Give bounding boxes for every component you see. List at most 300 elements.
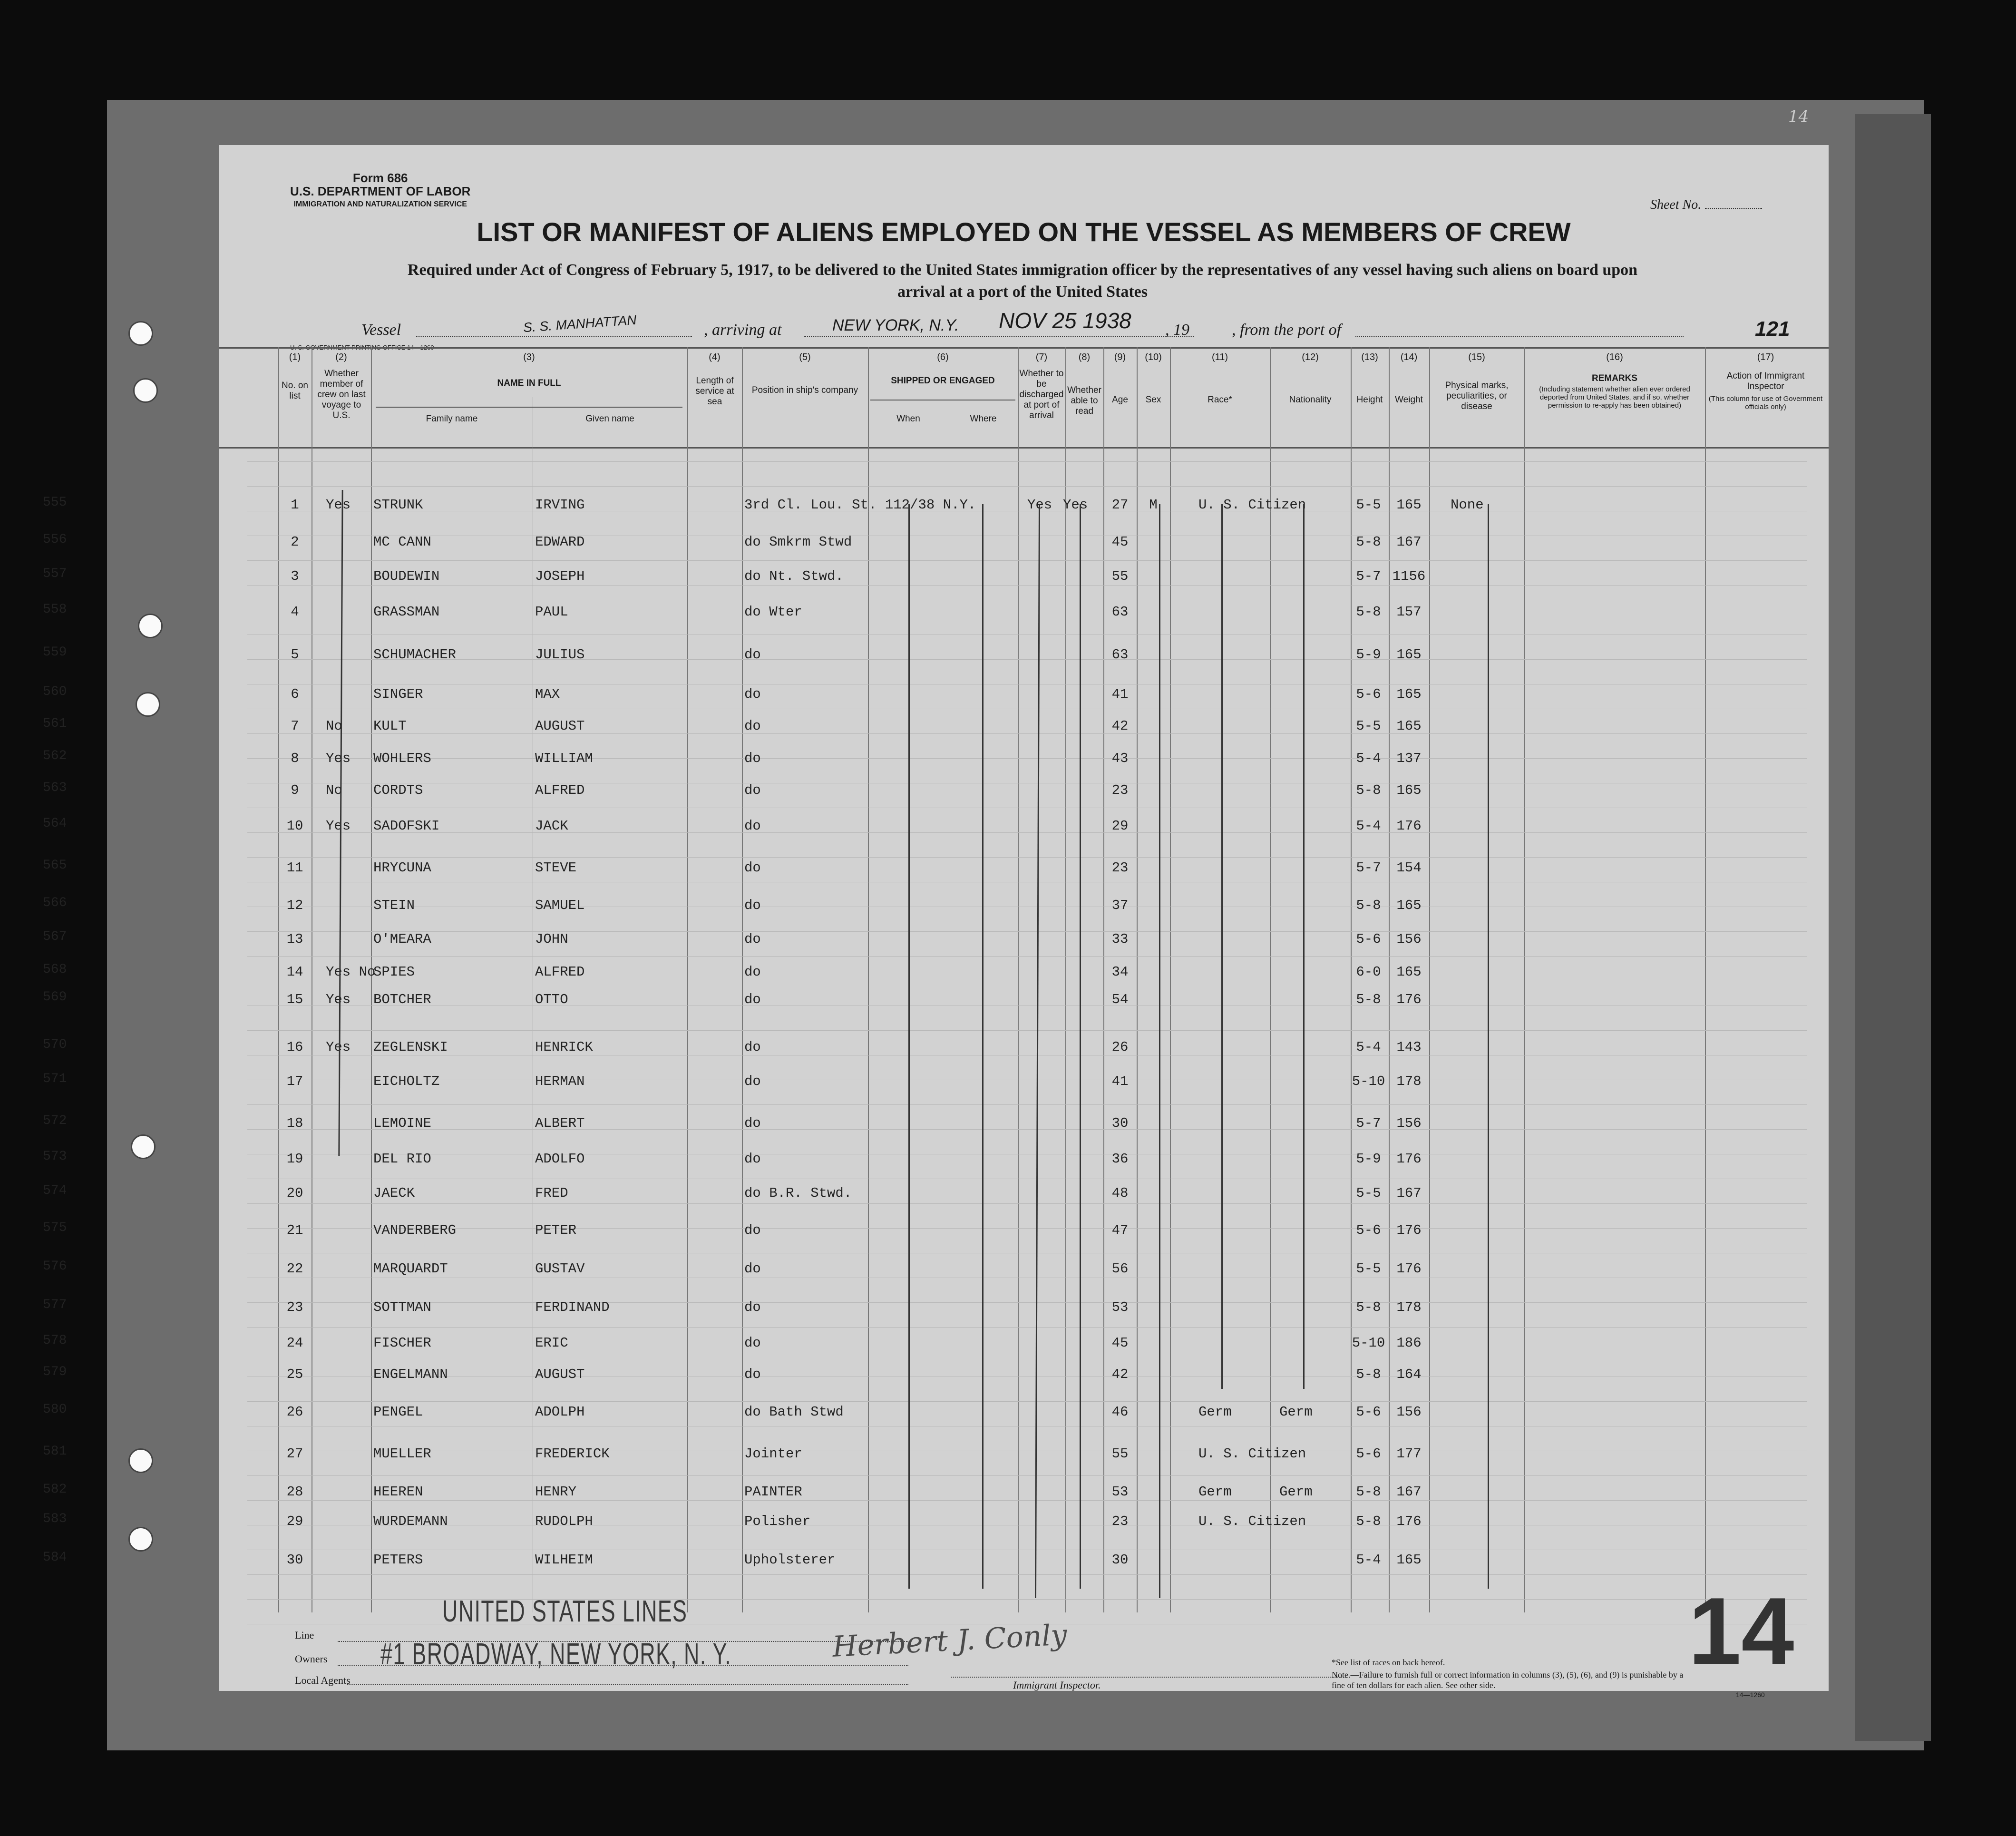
row-position: do — [744, 860, 761, 876]
row-stub-number: 566 — [43, 896, 67, 910]
row-age: 42 — [1111, 718, 1129, 734]
row-family-name: MARQUARDT — [373, 1261, 448, 1277]
row-stub-number: 556 — [43, 532, 67, 547]
row-given-name: RUDOLPH — [535, 1514, 593, 1529]
row-given-name: ALFRED — [535, 782, 585, 798]
row-number: 27 — [286, 1446, 303, 1462]
col-header-nationality: Nationality — [1289, 395, 1332, 405]
row-stub-number: 572 — [43, 1113, 67, 1128]
row-age: 56 — [1111, 1261, 1129, 1277]
row-weight: 177 — [1396, 1446, 1422, 1462]
row-height: 5-4 — [1356, 1552, 1381, 1568]
row-given-name: HENRY — [535, 1484, 577, 1500]
row-stub-number: 557 — [43, 566, 67, 581]
inspector-signature: Herbert J. Conly — [831, 1618, 1068, 1664]
printing-office-code: U. S. GOVERNMENT PRINTING OFFICE 14—1260 — [290, 344, 434, 351]
row-nationality: Germ — [1279, 1404, 1313, 1420]
row-given-name: ALFRED — [535, 964, 585, 980]
row-last-voyage: Yes — [326, 992, 351, 1007]
row-stub-number: 584 — [43, 1550, 67, 1565]
form-number: Form 686 — [352, 171, 408, 185]
from-port-label: , from the port of — [1232, 321, 1342, 339]
row-stub-number: 568 — [43, 962, 67, 977]
row-weight: 165 — [1396, 1552, 1422, 1568]
row-height: 5-6 — [1356, 1222, 1381, 1238]
row-height: 5-6 — [1356, 1446, 1381, 1462]
row-stub-number: 561 — [43, 716, 67, 731]
row-given-name: ADOLFO — [535, 1151, 585, 1167]
row-number: 3 — [291, 568, 299, 584]
vessel-name: S. S. MANHATTAN — [523, 312, 637, 335]
row-age: 29 — [1111, 818, 1129, 834]
row-given-name: AUGUST — [535, 1367, 585, 1382]
row-position: do B.R. Stwd. — [744, 1185, 852, 1201]
row-number: 5 — [291, 647, 299, 663]
row-family-name: DEL RIO — [373, 1151, 431, 1167]
row-number: 13 — [286, 931, 303, 947]
row-family-name: BOTCHER — [373, 992, 431, 1007]
penalty-note: Note.—Failure to furnish full or correct information in columns (3), (5), (6), and (9) is punishable by a fine of ten dollars for each alien. See other side. — [1332, 1670, 1684, 1690]
row-number: 21 — [286, 1222, 303, 1238]
form-title: LIST OR MANIFEST OF ALIENS EMPLOYED ON THE VESSEL AS MEMBERS OF CREW — [477, 217, 1571, 247]
row-position: do — [744, 1039, 761, 1055]
row-age: 63 — [1111, 647, 1129, 663]
row-number: 25 — [286, 1367, 303, 1382]
row-position: do — [744, 782, 761, 798]
row-number: 20 — [286, 1185, 303, 1201]
row-position: do Smkrm Stwd — [744, 534, 852, 550]
col-header-when: When — [896, 414, 920, 424]
row-weight: 154 — [1396, 860, 1422, 876]
row-family-name: HEEREN — [373, 1484, 423, 1500]
row-given-name: FREDERICK — [535, 1446, 610, 1462]
row-given-name: STEVE — [535, 860, 577, 876]
row-position: do — [744, 931, 761, 947]
col-16-number: (16) — [1606, 352, 1623, 362]
row-position: do — [744, 1299, 761, 1315]
row-age: 23 — [1111, 860, 1129, 876]
row-able-to-read: Yes — [1063, 497, 1088, 513]
row-position: do — [744, 718, 761, 734]
row-last-voyage: No — [326, 718, 342, 734]
row-height: 5-7 — [1356, 568, 1381, 584]
row-position: do — [744, 1335, 761, 1351]
row-height: 5-10 — [1352, 1335, 1385, 1351]
row-weight: 165 — [1396, 964, 1422, 980]
row-given-name: AUGUST — [535, 718, 585, 734]
row-given-name: ADOLPH — [535, 1404, 585, 1420]
races-note: *See list of races on back hereof. — [1332, 1658, 1445, 1667]
row-family-name: WURDEMANN — [373, 1514, 448, 1529]
local-agents-label: Local Agents — [295, 1674, 351, 1686]
col-10-number: (10) — [1145, 352, 1162, 362]
row-stub-number: 562 — [43, 749, 67, 763]
backing-sheet-edge — [1855, 114, 1931, 1741]
row-stub-number: 570 — [43, 1037, 67, 1052]
row-family-name: SPIES — [373, 964, 415, 980]
binder-hole — [131, 1134, 156, 1159]
col-header-weight: Weight — [1395, 395, 1423, 405]
row-age: 26 — [1111, 1039, 1129, 1055]
department-name: U.S. DEPARTMENT OF LABOR — [290, 184, 471, 198]
row-family-name: STEIN — [373, 898, 415, 913]
row-weight: 176 — [1396, 1261, 1422, 1277]
row-family-name: CORDTS — [373, 782, 423, 798]
row-weight: 167 — [1396, 1484, 1422, 1500]
row-height: 5-8 — [1356, 1514, 1381, 1529]
row-position: Polisher — [744, 1514, 811, 1529]
row-position: do Nt. Stwd. — [744, 568, 844, 584]
row-given-name: EDWARD — [535, 534, 585, 550]
row-age: 45 — [1111, 534, 1129, 550]
row-family-name: BOUDEWIN — [373, 568, 440, 584]
row-height: 5-5 — [1356, 1185, 1381, 1201]
row-age: 36 — [1111, 1151, 1129, 1167]
row-position: do — [744, 992, 761, 1007]
col-header-able-to-read: Whether able to read — [1067, 385, 1101, 416]
row-race: Germ — [1198, 1404, 1232, 1420]
col-header-height: Height — [1356, 395, 1383, 405]
row-height: 6-0 — [1356, 964, 1381, 980]
row-family-name: EICHOLTZ — [373, 1074, 440, 1089]
row-weight: 167 — [1396, 1185, 1422, 1201]
row-age: 43 — [1111, 751, 1129, 766]
vessel-label: Vessel — [361, 321, 401, 339]
row-weight: 178 — [1396, 1299, 1422, 1315]
row-position: do — [744, 964, 761, 980]
company-stamp-address: #1 BROADWAY, NEW YORK, N. Y. — [380, 1637, 731, 1671]
col-header-name-in-full: NAME IN FULL — [497, 378, 561, 388]
row-stub-number: 555 — [43, 495, 67, 510]
row-family-name: HRYCUNA — [373, 860, 431, 876]
row-age: 55 — [1111, 568, 1129, 584]
owners-label: Owners — [295, 1653, 328, 1665]
row-number: 16 — [286, 1039, 303, 1055]
row-stub-number: 571 — [43, 1072, 67, 1086]
row-number: 7 — [291, 718, 299, 734]
col-12-number: (12) — [1302, 352, 1319, 362]
row-height: 5-5 — [1356, 1261, 1381, 1277]
row-number: 12 — [286, 898, 303, 913]
row-height: 5-7 — [1356, 860, 1381, 876]
col-14-number: (14) — [1400, 352, 1418, 362]
row-weight: 176 — [1396, 992, 1422, 1007]
row-height: 5-6 — [1356, 1404, 1381, 1420]
row-family-name: JAECK — [373, 1185, 415, 1201]
row-age: 34 — [1111, 964, 1129, 980]
row-family-name: ENGELMANN — [373, 1367, 448, 1382]
sheet-label: Sheet No. — [1650, 197, 1702, 212]
row-height: 5-7 — [1356, 1115, 1381, 1131]
row-given-name: PETER — [535, 1222, 577, 1238]
row-family-name: MUELLER — [373, 1446, 431, 1462]
binder-hole — [138, 614, 163, 638]
row-given-name: WILLIAM — [535, 751, 593, 766]
row-given-name: GUSTAV — [535, 1261, 585, 1277]
row-weight: 176 — [1396, 1514, 1422, 1529]
row-height: 5-4 — [1356, 1039, 1381, 1055]
col-header-inspector-note: (This column for use of Government officials only) — [1708, 395, 1823, 411]
row-age: 48 — [1111, 1185, 1129, 1201]
row-age: 53 — [1111, 1484, 1129, 1500]
row-stub-number: 565 — [43, 858, 67, 873]
row-position: do — [744, 1074, 761, 1089]
row-age: 30 — [1111, 1115, 1129, 1131]
row-age: 23 — [1111, 1514, 1129, 1529]
col-header-physical-marks: Physical marks, peculiarities, or disease — [1445, 381, 1509, 411]
row-number: 30 — [286, 1552, 303, 1568]
row-height: 5-6 — [1356, 931, 1381, 947]
row-given-name: JOHN — [535, 931, 568, 947]
row-weight: 165 — [1396, 718, 1422, 734]
row-position: do — [744, 898, 761, 913]
row-stub-number: 569 — [43, 990, 67, 1005]
col-5-number: (5) — [799, 352, 811, 362]
row-family-name: MC CANN — [373, 534, 431, 550]
row-weight: 156 — [1396, 1115, 1422, 1131]
row-given-name: MAX — [535, 686, 560, 702]
row-position: 3rd Cl. Lou. St. 112/38 N.Y. — [744, 497, 976, 513]
row-family-name: SINGER — [373, 686, 423, 702]
row-height: 5-8 — [1356, 992, 1381, 1007]
arrival-port: NEW YORK, N.Y. — [832, 316, 959, 334]
row-number: 26 — [286, 1404, 303, 1420]
row-weight: 165 — [1396, 647, 1422, 663]
row-number: 2 — [291, 534, 299, 550]
row-weight: 1156 — [1392, 568, 1426, 584]
col-9-number: (9) — [1114, 352, 1126, 362]
row-weight: 164 — [1396, 1367, 1422, 1382]
col-13-number: (13) — [1361, 352, 1378, 362]
row-physical-marks: None — [1451, 497, 1484, 513]
list-number: 121 — [1755, 317, 1790, 341]
row-last-voyage: Yes — [326, 751, 351, 766]
row-nationality: Germ — [1279, 1484, 1313, 1500]
row-position: do — [744, 751, 761, 766]
inspector-label: Immigrant Inspector. — [1013, 1679, 1101, 1691]
row-family-name: SOTTMAN — [373, 1299, 431, 1315]
row-family-name: SCHUMACHER — [373, 647, 457, 663]
binder-hole — [128, 1527, 153, 1552]
row-given-name: IRVING — [535, 497, 585, 513]
row-number: 1 — [291, 497, 299, 513]
col-header-remarks: REMARKS — [1591, 373, 1638, 383]
row-given-name: SAMUEL — [535, 898, 585, 913]
row-family-name: GRASSMAN — [373, 604, 440, 620]
row-position: do — [744, 1151, 761, 1167]
row-position: do — [744, 686, 761, 702]
row-height: 5-8 — [1356, 534, 1381, 550]
col-header-age: Age — [1112, 395, 1128, 405]
print-code: 14—1260 — [1736, 1691, 1765, 1699]
row-stub-number: 575 — [43, 1221, 67, 1235]
year-label: , 19 — [1165, 321, 1189, 339]
row-age: 41 — [1111, 686, 1129, 702]
row-stub-number: 578 — [43, 1333, 67, 1348]
arrival-date-stamp: NOV 25 1938 — [999, 308, 1131, 333]
row-stub-number: 573 — [43, 1149, 67, 1164]
row-weight: 165 — [1396, 497, 1422, 513]
row-given-name: ERIC — [535, 1335, 568, 1351]
row-number: 9 — [291, 782, 299, 798]
row-position: do — [744, 818, 761, 834]
row-last-voyage: Yes — [326, 497, 351, 513]
col-header-remarks-note: (Including statement whether alien ever ordered deported from United States, and if so, whether permission to re-apply has been obtained) — [1539, 385, 1690, 410]
row-weight: 165 — [1396, 782, 1422, 798]
row-position: PAINTER — [744, 1484, 802, 1500]
row-number: 14 — [286, 964, 303, 980]
row-number: 24 — [286, 1335, 303, 1351]
binder-hole — [128, 321, 153, 346]
row-last-voyage: No — [326, 782, 342, 798]
row-age: 23 — [1111, 782, 1129, 798]
company-stamp-line: UNITED STATES LINES — [442, 1594, 688, 1628]
row-stub-number: 563 — [43, 781, 67, 795]
col-4-number: (4) — [709, 352, 721, 362]
col-header-race: Race* — [1208, 395, 1232, 405]
row-age: 54 — [1111, 992, 1129, 1007]
row-age: 37 — [1111, 898, 1129, 913]
sheet-number-field — [1650, 197, 1762, 213]
row-stub-number: 576 — [43, 1259, 67, 1274]
vessel-line — [219, 308, 1829, 345]
row-weight: 176 — [1396, 818, 1422, 834]
row-age: 46 — [1111, 1404, 1129, 1420]
row-position: do Wter — [744, 604, 802, 620]
row-height: 5-8 — [1356, 898, 1381, 913]
row-weight: 176 — [1396, 1151, 1422, 1167]
row-height: 5-6 — [1356, 686, 1381, 702]
row-age: 53 — [1111, 1299, 1129, 1315]
row-stub-number: 583 — [43, 1512, 67, 1526]
col-6-number: (6) — [937, 352, 949, 362]
row-height: 5-8 — [1356, 604, 1381, 620]
binder-hole — [136, 692, 160, 717]
row-number: 22 — [286, 1261, 303, 1277]
row-height: 5-8 — [1356, 1367, 1381, 1382]
row-number: 29 — [286, 1514, 303, 1529]
row-given-name: PAUL — [535, 604, 568, 620]
corner-handwritten-note: 14 — [1788, 107, 1809, 126]
row-stub-number: 560 — [43, 684, 67, 699]
col-header-last-voyage: Whether member of crew on last voyage to U.S. — [317, 369, 366, 420]
row-stub-number: 582 — [43, 1482, 67, 1497]
row-number: 23 — [286, 1299, 303, 1315]
row-family-name: VANDERBERG — [373, 1222, 457, 1238]
row-position: do — [744, 647, 761, 663]
form-subtitle: Required under Act of Congress of February 5, 1917, to be delivered to the United States immigration officer by the representatives of any vessel having such aliens on board upon arrival at a port of the United States — [407, 261, 1638, 301]
row-number: 11 — [286, 860, 303, 876]
row-age: 63 — [1111, 604, 1129, 620]
row-given-name: HENRICK — [535, 1039, 593, 1055]
row-race: U. S. Citizen — [1198, 497, 1306, 513]
col-11-number: (11) — [1211, 352, 1228, 362]
row-height: 5-5 — [1356, 718, 1381, 734]
row-height: 5-5 — [1356, 497, 1381, 513]
row-age: 33 — [1111, 931, 1129, 947]
row-weight: 156 — [1396, 1404, 1422, 1420]
row-given-name: HERMAN — [535, 1074, 585, 1089]
col-1-number: (1) — [289, 352, 301, 362]
row-stub-number: 574 — [43, 1183, 67, 1198]
row-height: 5-9 — [1356, 1151, 1381, 1167]
row-weight: 143 — [1396, 1039, 1422, 1055]
col-header-inspector-action: Action of Immigrant Inspector — [1726, 371, 1805, 391]
row-weight: 178 — [1396, 1074, 1422, 1089]
row-number: 4 — [291, 604, 299, 620]
row-number: 10 — [286, 818, 303, 834]
service-name: IMMIGRATION AND NATURALIZATION SERVICE — [293, 200, 467, 208]
arriving-label: , arriving at — [704, 321, 782, 339]
row-height: 5-10 — [1352, 1074, 1385, 1089]
row-age: 42 — [1111, 1367, 1129, 1382]
row-number: 17 — [286, 1074, 303, 1089]
row-given-name: FRED — [535, 1185, 568, 1201]
col-header-length-of-service: Length of service at sea — [695, 376, 734, 407]
binder-hole — [128, 1448, 153, 1473]
row-family-name: KULT — [373, 718, 407, 734]
row-height: 5-8 — [1356, 1484, 1381, 1500]
row-last-voyage: Yes No — [326, 964, 376, 980]
row-given-name: JULIUS — [535, 647, 585, 663]
row-number: 19 — [286, 1151, 303, 1167]
col-header-shipped-or-engaged: SHIPPED OR ENGAGED — [891, 376, 995, 386]
col-header-where: Where — [970, 414, 997, 424]
row-discharged: Yes — [1027, 497, 1052, 513]
row-stub-number: 558 — [43, 602, 67, 617]
row-height: 5-8 — [1356, 782, 1381, 798]
col-header-sex: Sex — [1145, 395, 1161, 405]
row-position: do — [744, 1261, 761, 1277]
col-3-number: (3) — [523, 352, 535, 362]
row-family-name: O'MEARA — [373, 931, 431, 947]
row-race: Germ — [1198, 1484, 1232, 1500]
col-header-discharged: Whether to be discharged at port of arrival — [1019, 369, 1064, 420]
row-family-name: WOHLERS — [373, 751, 431, 766]
row-family-name: ZEGLENSKI — [373, 1039, 448, 1055]
row-position: Upholsterer — [744, 1552, 836, 1568]
row-number: 28 — [286, 1484, 303, 1500]
row-position: do Bath Stwd — [744, 1404, 844, 1420]
row-weight: 165 — [1396, 898, 1422, 913]
form-header-block — [290, 171, 470, 211]
row-age: 41 — [1111, 1074, 1129, 1089]
col-7-number: (7) — [1035, 352, 1048, 362]
row-last-voyage: Yes — [326, 1039, 351, 1055]
col-17-number: (17) — [1757, 352, 1774, 362]
row-height: 5-8 — [1356, 1299, 1381, 1315]
row-stub-number: 577 — [43, 1298, 67, 1312]
row-position: do — [744, 1115, 761, 1131]
row-stub-number: 581 — [43, 1444, 67, 1459]
row-number: 6 — [291, 686, 299, 702]
row-family-name: PETERS — [373, 1552, 423, 1568]
page-number-stamp: 14 — [1688, 1578, 1794, 1684]
row-age: 47 — [1111, 1222, 1129, 1238]
row-given-name: JOSEPH — [535, 568, 585, 584]
manifest-table — [43, 347, 1829, 1612]
row-weight: 156 — [1396, 931, 1422, 947]
row-position: do — [744, 1222, 761, 1238]
row-position: Jointer — [744, 1446, 802, 1462]
col-15-number: (15) — [1468, 352, 1485, 362]
binder-hole — [133, 378, 158, 403]
row-height: 5-4 — [1356, 751, 1381, 766]
row-given-name: WILHEIM — [535, 1552, 593, 1568]
row-weight: 167 — [1396, 534, 1422, 550]
row-sex: M — [1149, 497, 1158, 513]
row-stub-number: 579 — [43, 1365, 67, 1379]
